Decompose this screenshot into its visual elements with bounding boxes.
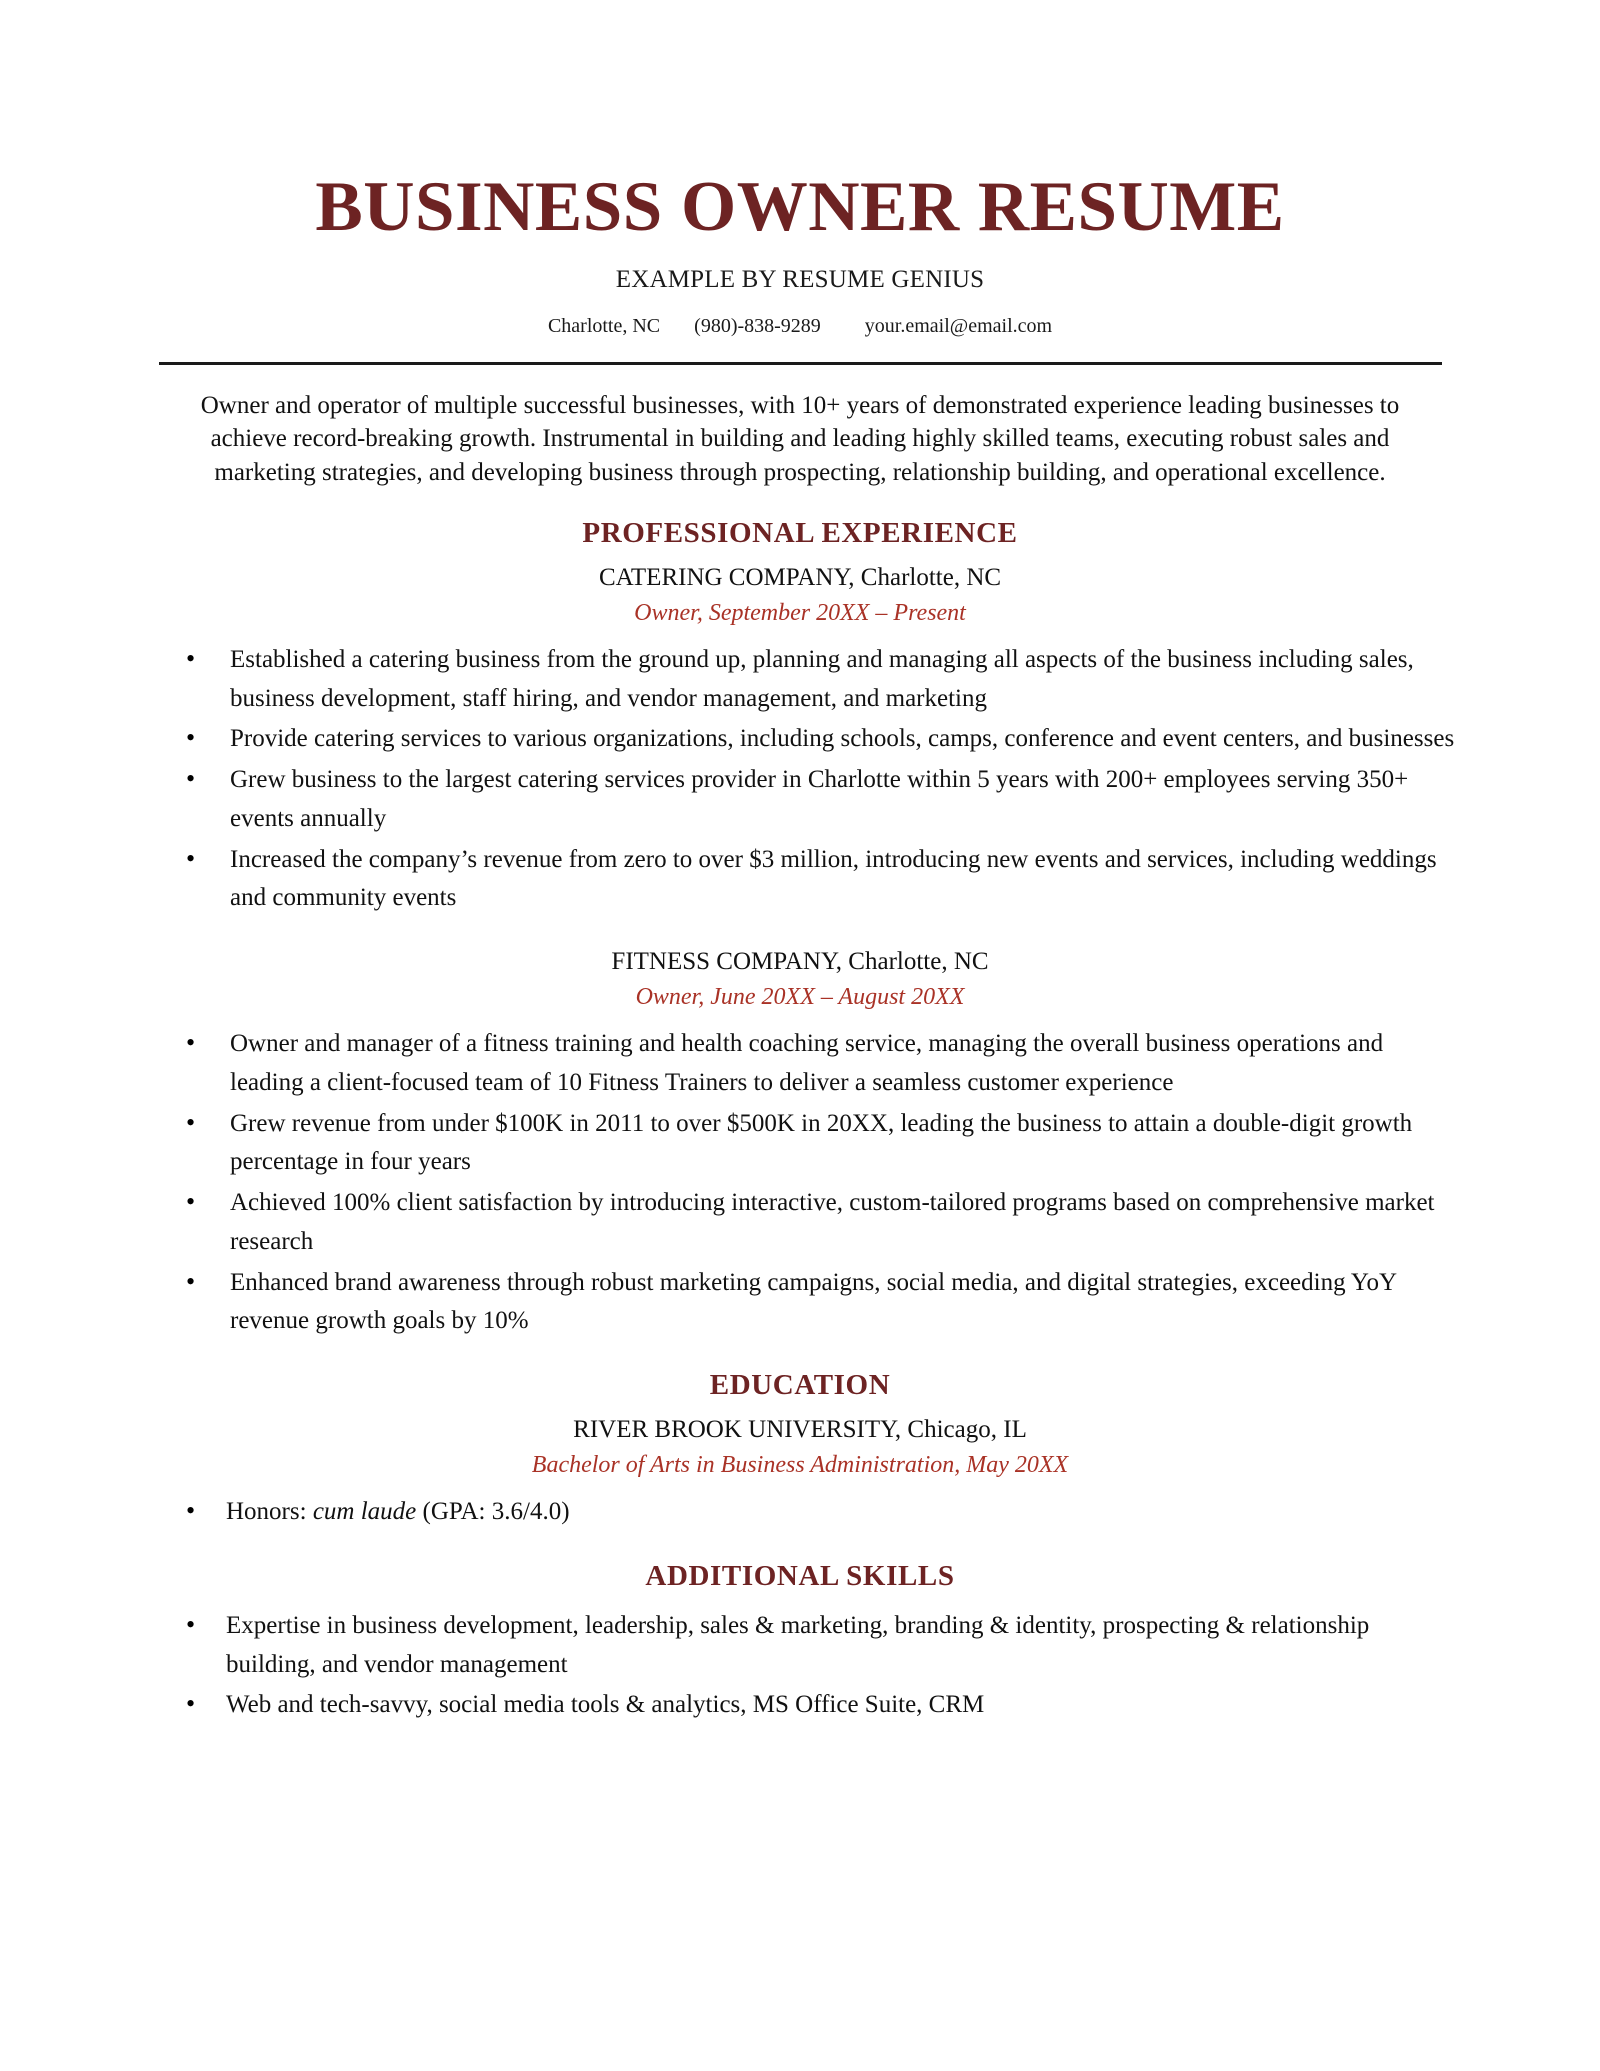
section-professional-experience [0,517,1600,1341]
list-item: • Owner and manager of a fitness training and health coaching service, managing the overall business operations and leading a client-focused team of 10 Fitness Trainers to deliver a seamless customer experience [178,1025,1460,1103]
list-item: • Grew revenue from under $100K in 2011 to over $500K in 20XX, leading the business to attain a double-digit growth percentage in four years [178,1105,1460,1183]
list-item: • Provide catering services to various organizations, including schools, camps, conference and event centers, and businesses [178,720,1460,759]
job-organization: FITNESS COMPANY, Charlotte, NC [611,948,989,975]
section-heading-education: EDUCATION [709,1369,891,1401]
section-heading-skills: ADDITIONAL SKILLS [645,1559,955,1592]
job-organization: CATERING COMPANY, Charlotte, NC [598,563,1002,591]
honors-suffix: (GPA: 3.6/4.0) [416,1498,570,1525]
list-item: • Web and tech-savvy, social media tools & analytics, MS Office Suite, CRM [178,1686,1460,1725]
list-item [178,1493,1460,1532]
job-role: Owner, September 20XX – Present [634,599,966,626]
job-role: Owner, June 20XX – August 20XX [635,984,965,1010]
list-item: • Enhanced brand awareness through robust marketing campaigns, social media, and digital strategies, exceeding YoY revenue growth goals by 10% [178,1264,1460,1342]
job-entry-1 [0,948,1600,1341]
contact-phone[interactable]: (980)-838-9289 [694,315,821,337]
list-item: • Increased the company’s revenue from zero to over $3 million, introducing new events and services, including weddings and community events [178,841,1460,919]
job-bullets [0,641,1600,918]
summary-paragraph: Owner and operator of multiple successful businesses, with 10+ years of demonstrated experience leading businesses to achieve record-breaking growth. Instrumental in building and leading highly skilled teams, executing robust sales and marketing strategies, and developing business through prospecting, relationship building, and operational excellence. [200,392,1400,486]
resume-subtitle: EXAMPLE BY RESUME GENIUS [615,266,985,293]
section-additional-skills [0,1560,1600,1725]
header-divider [159,362,1442,365]
education-organization: RIVER BROOK UNIVERSITY, Chicago, IL [573,1416,1027,1443]
skills-bullets [0,1607,1600,1725]
list-item: • Expertise in business development, leadership, sales & marketing, branding & identity, prospecting & relationship building, and vendor management [178,1607,1460,1685]
education-degree: Bachelor of Arts in Business Administration, May 20XX [531,1452,1069,1478]
contact-location: Charlotte, NC [547,315,661,337]
education-bullets [0,1493,1600,1532]
job-bullets [0,1025,1600,1341]
honors-prefix: Honors: [226,1498,313,1525]
list-item: • Grew business to the largest catering services provider in Charlotte within 5 years with 200+ employees serving 350+ events annually [178,761,1460,839]
contact-email[interactable]: your.email@email.com [864,315,1053,337]
list-item: • Achieved 100% client satisfaction by introducing interactive, custom-tailored programs based on comprehensive market research [178,1184,1460,1262]
list-item: • Established a catering business from the ground up, planning and managing all aspects of the business including sales, business development, staff hiring, and vendor management, and marketing [178,641,1460,719]
contact-line [0,315,1600,338]
honors-italic: cum laude [312,1498,417,1525]
page-title: BUSINESS OWNER RESUME [315,168,1285,246]
resume-header [0,0,1600,338]
job-entry-0 [0,564,1600,918]
section-education [0,1369,1600,1532]
section-heading-experience: PROFESSIONAL EXPERIENCE [582,516,1018,549]
